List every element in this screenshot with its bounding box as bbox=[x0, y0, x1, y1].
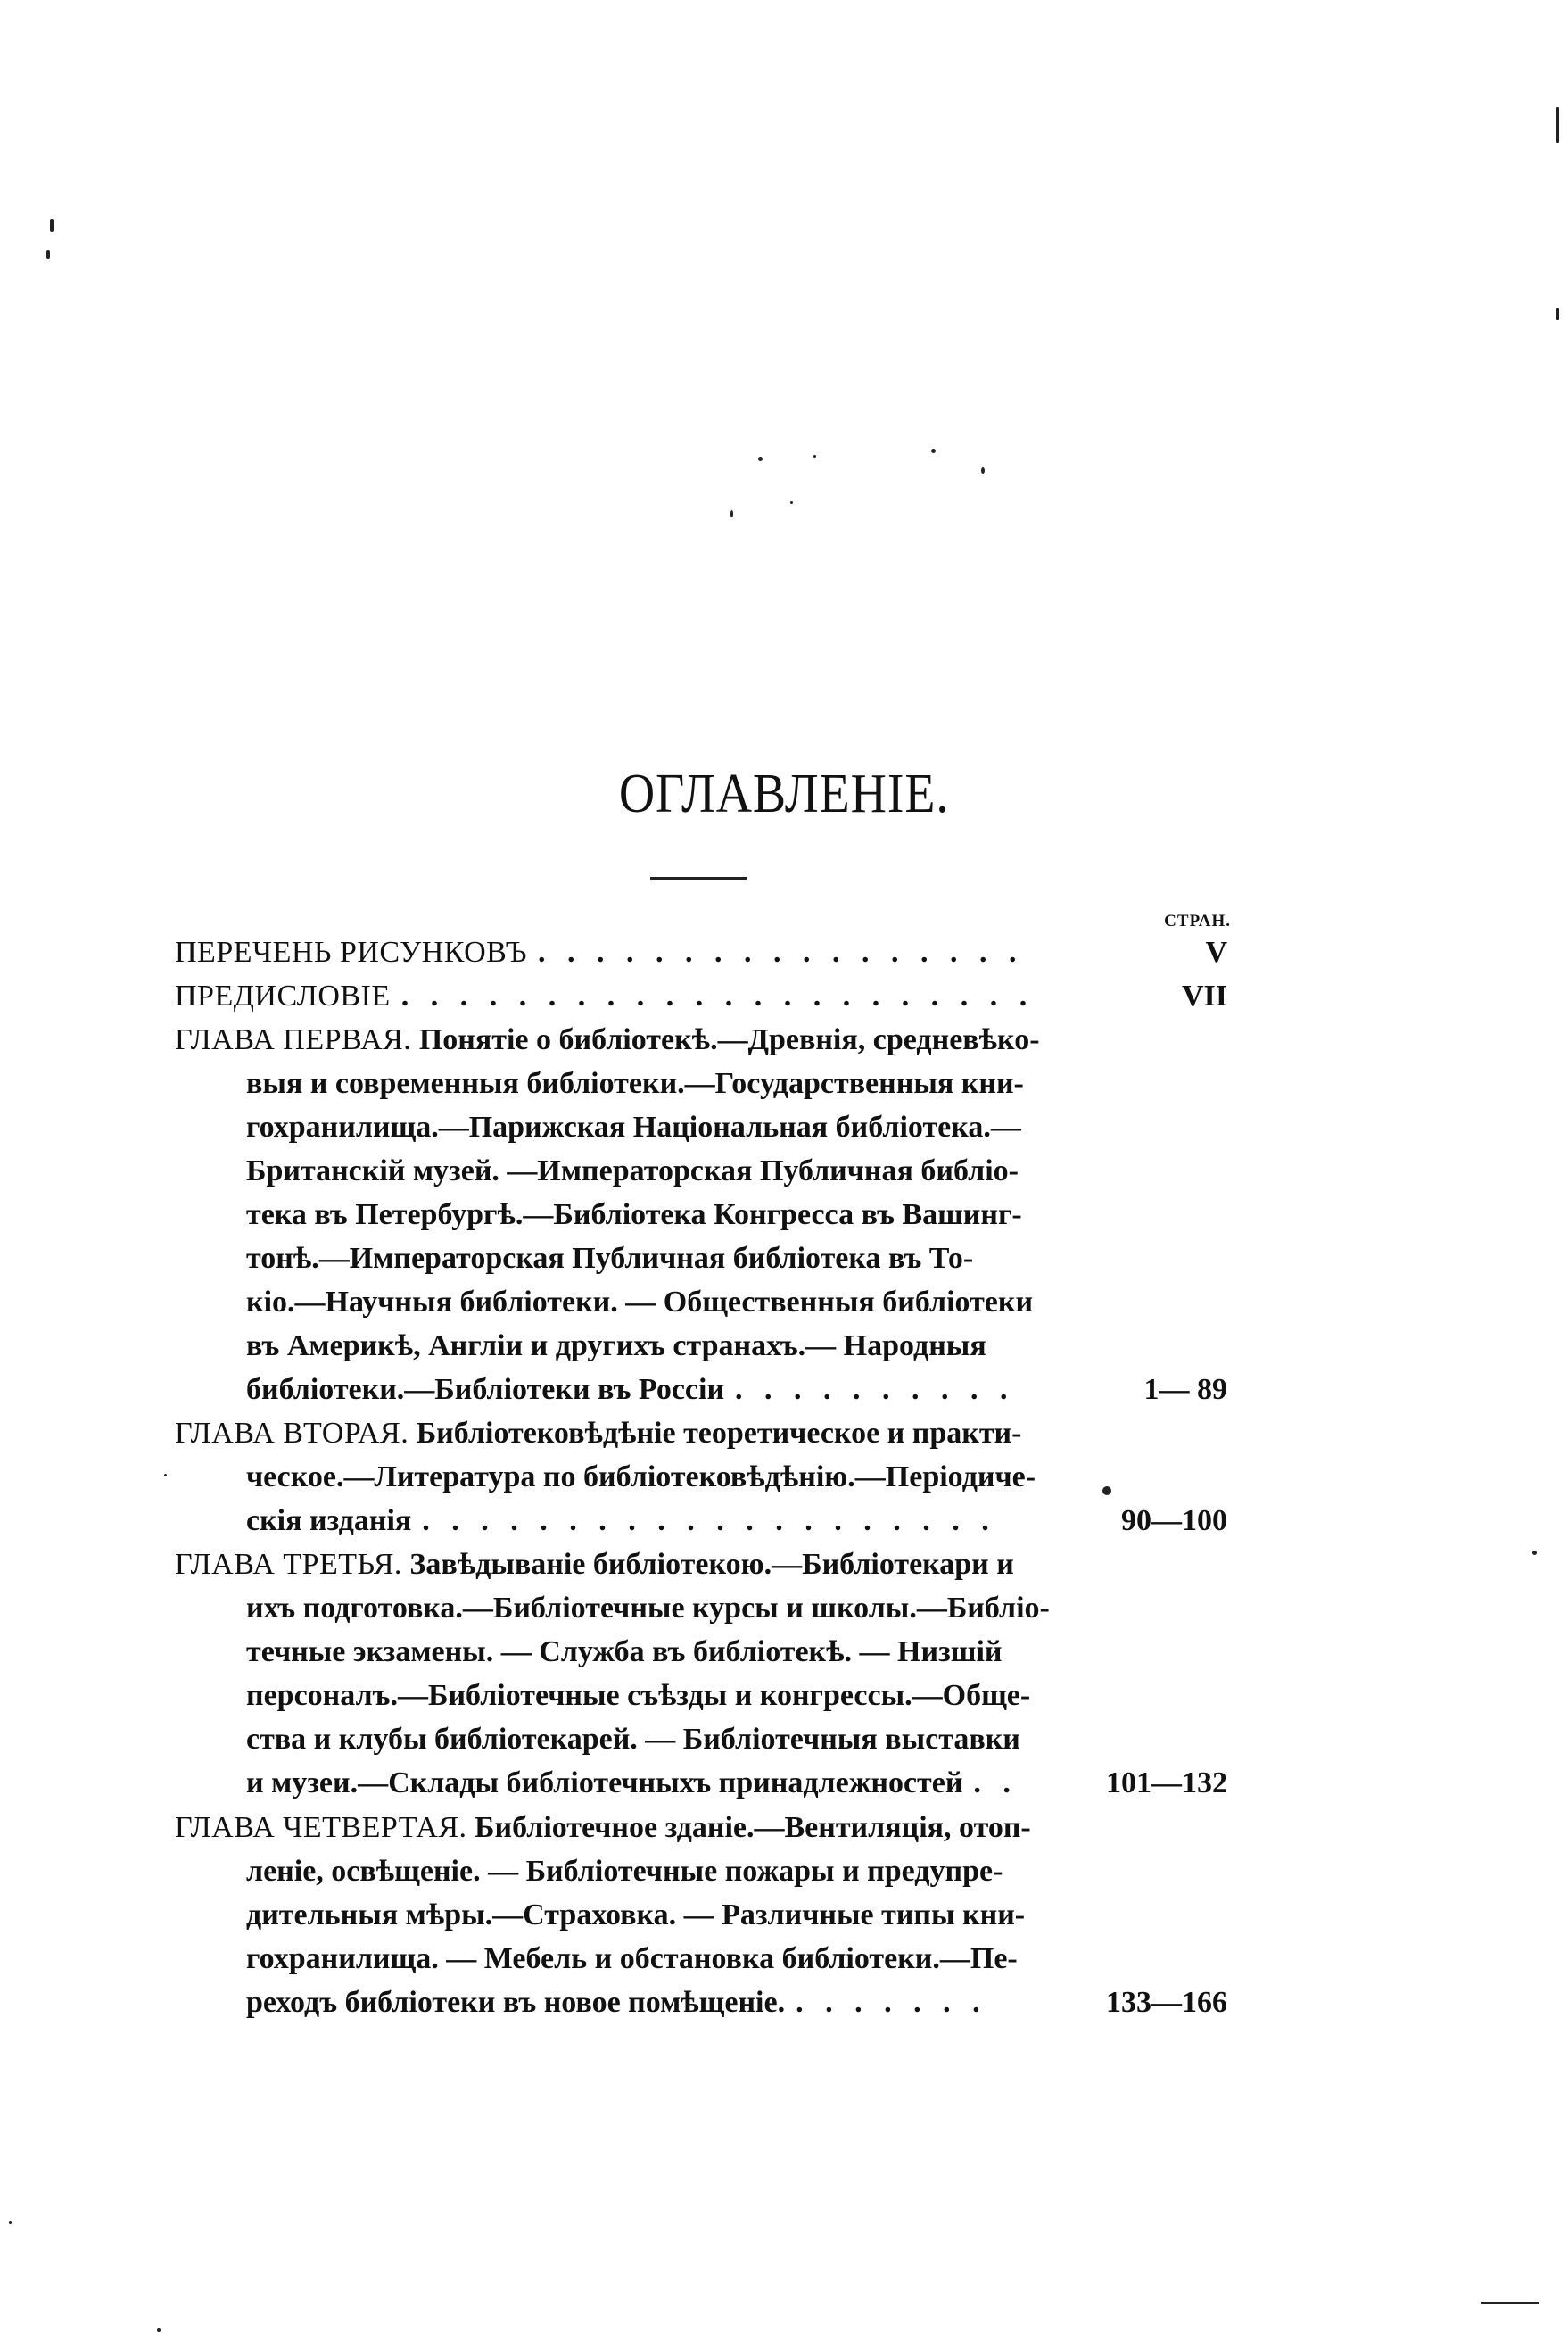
toc-page-number: 90—100 bbox=[1121, 1504, 1227, 1537]
toc-entry bbox=[175, 1543, 1227, 1805]
toc-line bbox=[175, 1937, 1227, 1981]
toc-line bbox=[175, 1806, 1227, 1849]
toc-line bbox=[175, 1368, 1227, 1411]
toc-description: Британскій музей. —Императорская Публичная библіо- bbox=[246, 1154, 1019, 1187]
toc-line bbox=[175, 1499, 1227, 1543]
page-column-label: СТРАН. bbox=[1164, 912, 1231, 931]
toc-line bbox=[175, 1543, 1227, 1586]
toc-leader-dots: . . . . . . . bbox=[796, 1986, 987, 2019]
corner-dash bbox=[1481, 2302, 1539, 2304]
toc-description: гохранилища.—Парижская Національная библіотека.— bbox=[246, 1111, 1021, 1144]
toc-line-text bbox=[175, 1543, 1014, 1586]
toc-line-text bbox=[175, 1411, 1021, 1455]
toc-line-text bbox=[246, 1937, 1018, 1981]
toc-leader-dots: . . . . . . . . . . . . . . . . . bbox=[538, 936, 1024, 969]
toc-line bbox=[175, 1105, 1227, 1149]
toc-chapter-heading: ГЛАВА ВТОРАЯ. bbox=[175, 1417, 409, 1450]
toc-line-text bbox=[246, 1149, 1019, 1193]
scan-speck bbox=[164, 1474, 167, 1476]
toc-line bbox=[175, 931, 1227, 974]
toc-description: тека въ Петербургѣ.—Библіотека Конгресса въ Вашинг- bbox=[246, 1198, 1022, 1231]
toc-line-text bbox=[246, 1630, 1003, 1674]
toc-line-text bbox=[246, 1717, 1020, 1761]
footnote-mark bbox=[1102, 1486, 1111, 1495]
toc-line bbox=[175, 1893, 1227, 1937]
toc-description: течные экзамены. — Служба въ библіотекѣ. — Низшій bbox=[246, 1635, 1003, 1668]
toc-entry bbox=[175, 1018, 1227, 1411]
scan-speck bbox=[931, 449, 936, 453]
toc-line bbox=[175, 1237, 1227, 1280]
toc-line bbox=[175, 1149, 1227, 1193]
toc-line-text bbox=[175, 1018, 1040, 1062]
toc-description: Завѣдываніе библіотекою.—Библіотекари и bbox=[401, 1548, 1014, 1581]
toc-line bbox=[175, 1630, 1227, 1674]
toc-line-text bbox=[246, 1193, 1022, 1237]
scan-speck bbox=[1556, 308, 1559, 320]
toc-page-number: 133—166 bbox=[1106, 1986, 1227, 2019]
toc-entry bbox=[175, 1806, 1227, 2024]
toc-description: дительныя мѣры.—Страховка. — Различные типы кни- bbox=[246, 1898, 1026, 1931]
toc-line-text bbox=[246, 1324, 986, 1368]
toc-line bbox=[175, 1411, 1227, 1455]
toc-description: леніе, освѣщеніе. — Библіотечные пожары и предупре- bbox=[246, 1855, 1003, 1888]
toc-description: ихъ подготовка.—Библіотечные курсы и школы.—Библіо- bbox=[246, 1592, 1050, 1625]
scan-speck bbox=[9, 2221, 12, 2224]
toc-leader-dots: . . . . . . . . . . . . . . . . . . . . . . bbox=[400, 980, 1035, 1013]
toc-line-text bbox=[175, 1806, 1031, 1849]
toc-entry bbox=[175, 931, 1227, 974]
toc-page-number: VII bbox=[1181, 980, 1227, 1013]
toc-description: Библіотековѣдѣніе теоретическое и практи- bbox=[409, 1417, 1022, 1450]
toc-chapter-heading: ГЛАВА ТРЕТЬЯ. bbox=[175, 1548, 402, 1581]
scan-speck bbox=[790, 501, 793, 504]
toc-line-text bbox=[246, 1674, 1030, 1717]
toc-line-text bbox=[246, 1586, 1050, 1630]
toc-line-text bbox=[246, 1368, 724, 1411]
toc-line-text bbox=[246, 1499, 411, 1543]
toc-description: скія изданія bbox=[246, 1504, 412, 1537]
toc-line bbox=[175, 1981, 1227, 2024]
toc-entry bbox=[175, 1411, 1227, 1543]
toc-leader-dots: . . bbox=[973, 1766, 1018, 1799]
toc-description: персоналъ.—Библіотечные съѣзды и конгрессы.—Обще- bbox=[246, 1679, 1031, 1712]
toc-chapter-heading: ПЕРЕЧЕНЬ РИСУНКОВЪ bbox=[175, 936, 528, 969]
toc-line bbox=[175, 1280, 1227, 1324]
toc-page-number: 1— 89 bbox=[1143, 1373, 1227, 1406]
scan-speck bbox=[46, 250, 50, 259]
toc-line bbox=[175, 1193, 1227, 1237]
toc-line-text bbox=[246, 1893, 1025, 1937]
scan-speck bbox=[157, 2328, 161, 2332]
scan-speck bbox=[730, 510, 733, 517]
toc-line bbox=[175, 1674, 1227, 1717]
toc-description: кіо.—Научныя библіотеки. — Общественныя библіотеки bbox=[246, 1286, 1034, 1319]
toc-line-text bbox=[246, 1761, 962, 1805]
toc-description: библіотеки.—Библіотеки въ Россіи bbox=[246, 1373, 725, 1406]
scan-speck bbox=[981, 467, 985, 474]
toc-chapter-heading: ГЛАВА ПЕРВАЯ. bbox=[175, 1023, 412, 1056]
toc-line-text bbox=[175, 931, 527, 974]
toc-line bbox=[175, 1018, 1227, 1062]
toc-line-text bbox=[246, 1455, 1036, 1499]
toc-leader-dots: . . . . . . . . . . . . . . . . . . . . bbox=[422, 1504, 996, 1537]
toc-line-text bbox=[246, 1062, 1024, 1105]
toc-description: ства и клубы библіотекарей. — Библіотечныя выставки bbox=[246, 1723, 1020, 1756]
toc-line bbox=[175, 1717, 1227, 1761]
toc-description: въ Америкѣ, Англіи и другихъ странахъ.— Народныя bbox=[246, 1329, 986, 1362]
toc-page-number: V bbox=[1205, 936, 1227, 969]
toc-line-text bbox=[246, 1849, 1003, 1893]
toc-line-text bbox=[246, 1280, 1033, 1324]
toc-description: выя и современныя библіотеки.—Государственныя кни- bbox=[246, 1067, 1024, 1100]
toc-line bbox=[175, 1586, 1227, 1630]
scan-speck bbox=[50, 219, 54, 232]
toc-leader-dots: . . . . . . . . . . bbox=[735, 1373, 1015, 1406]
toc-line-text bbox=[246, 1105, 1021, 1149]
scan-speck bbox=[813, 455, 816, 458]
toc-line-text bbox=[246, 1981, 785, 2024]
title-divider bbox=[650, 877, 747, 880]
toc-page-number: 101—132 bbox=[1106, 1766, 1227, 1799]
toc-line bbox=[175, 1849, 1227, 1893]
toc-line bbox=[175, 974, 1227, 1018]
toc-line-text bbox=[175, 974, 391, 1018]
toc-line bbox=[175, 1761, 1227, 1805]
toc-line bbox=[175, 1324, 1227, 1368]
toc-description: тонѣ.—Императорская Публичная библіотека въ То- bbox=[246, 1242, 974, 1275]
toc-line bbox=[175, 1062, 1227, 1105]
scan-speck bbox=[1532, 1551, 1537, 1555]
toc-chapter-heading: ГЛАВА ЧЕТВЕРТАЯ. bbox=[175, 1811, 467, 1844]
toc-line bbox=[175, 1455, 1227, 1499]
toc-description: Понятіе о библіотекѣ.—Древнія, средневѣко- bbox=[411, 1023, 1040, 1056]
toc-entry bbox=[175, 974, 1227, 1018]
toc-description: Библіотечное зданіе.—Вентиляція, отоп- bbox=[466, 1811, 1031, 1844]
page-title: ОГЛАВЛЕНІЕ. bbox=[618, 764, 950, 824]
toc-chapter-heading: ПРЕДИСЛОВІЕ bbox=[175, 980, 391, 1013]
toc-description: ческое.—Литература по библіотековѣдѣнію.—Періодиче- bbox=[246, 1460, 1036, 1493]
toc-line-text bbox=[246, 1237, 973, 1280]
scan-speck bbox=[1556, 107, 1559, 143]
toc-description: и музеи.—Склады библіотечныхъ принадлежностей bbox=[246, 1766, 963, 1799]
scan-speck bbox=[758, 457, 763, 461]
toc-description: реходъ библіотеки въ новое помѣщеніе. bbox=[246, 1986, 786, 2019]
toc-description: гохранилища. — Мебель и обстановка библіотеки.—Пе- bbox=[246, 1942, 1018, 1975]
